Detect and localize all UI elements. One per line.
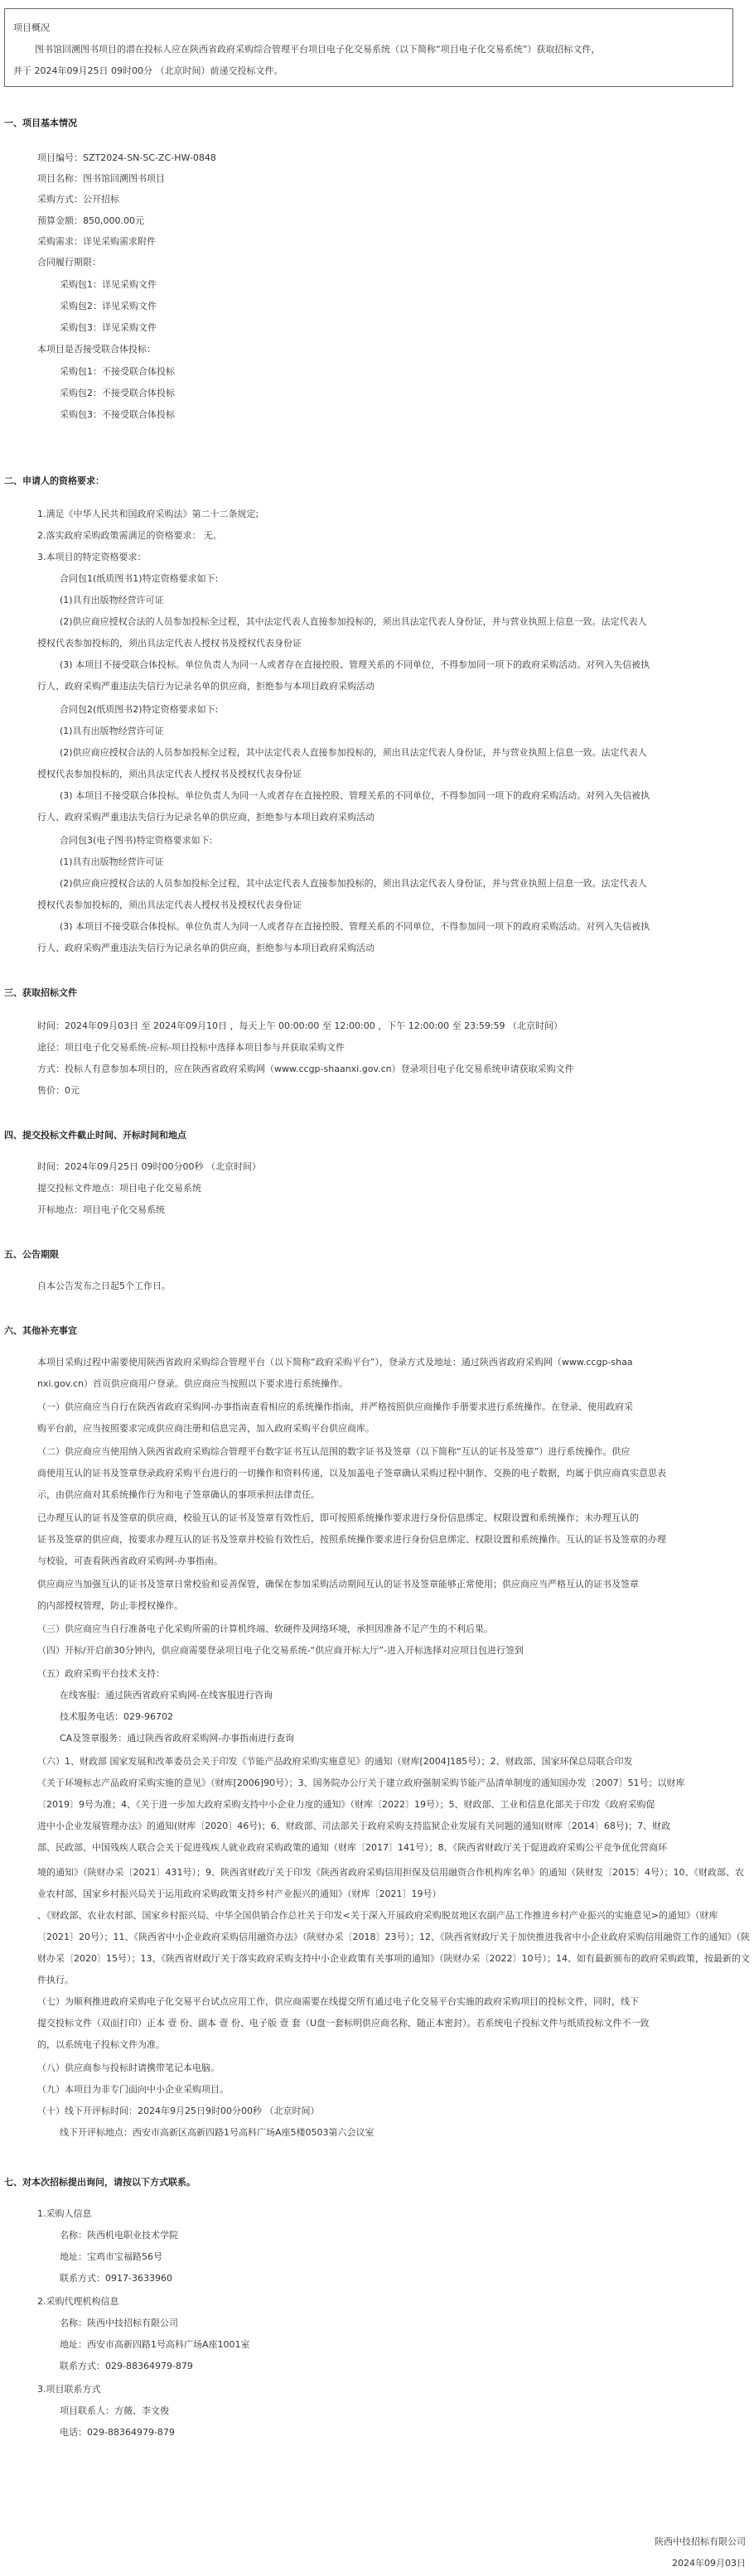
package-2-req-a: (1)具有出版物经营许可证 — [60, 726, 164, 736]
budget-amount: 预算金额：850,000.00元 — [37, 215, 144, 226]
package-1-requirements-heading: 合同包1(纸质图书1)特定资格要求如下: — [60, 573, 219, 584]
item-2-line-2: 商使用互认的证书及签章登录政府采购平台进行的一切操作和资料传递，以及加盖电子签章确认采购过程中制作、交换的电子数据，均属于供应商真实意思表 — [37, 1468, 666, 1479]
consortium-package-1: 采购包1：不接受联合体投标 — [60, 366, 175, 377]
package-1-req-b-cont: 授权代表参加投标的，须出具法定代表人授权书及授权代表身份证 — [37, 638, 302, 649]
project-number: 项目编号：SZT2024-SN-SC-ZC-HW-0848 — [37, 152, 216, 163]
package-3-req-b: (2)供应商应授权合法的人员参加投标全过程，其中法定代表人直接参加投标的，须出具法定代表人身份证，并与营业执照上信息一致。法定代表人 — [60, 878, 647, 889]
section-1-title: 一、项目基本情况 — [4, 118, 77, 128]
item-2-line-7: 供应商应当加强互认的证书及签章日常校验和妥善保管，确保在参加采购活动期间互认的证书及签章能够正常使用；供应商应当严格互认的证书及签章 — [37, 1579, 639, 1589]
item-2-line-5: 证书及签章的供应商，按要求办理互认的证书及签章并校验有效性后，按照系统操作要求进行身份信息绑定、权限设置和系统操作。互认的证书及签章的办理 — [37, 1534, 666, 1545]
agent-info-heading: 2.采购代理机构信息 — [37, 2296, 119, 2307]
deadline-time: 时间：2024年09月25日 09时00分00秒 （北京时间） — [37, 1161, 261, 1172]
project-name: 项目名称：图书馆回溯图书项目 — [37, 173, 165, 184]
package-2-req-b: (2)供应商应授权合法的人员参加投标全过程，其中法定代表人直接参加投标的，须出具法定代表人身份证，并与营业执照上信息一致。法定代表人 — [60, 747, 647, 758]
package-2-req-b-cont: 授权代表参加投标的，须出具法定代表人授权书及授权代表身份证 — [37, 769, 302, 779]
package-3-req-b-cont: 授权代表参加投标的，须出具法定代表人授权书及授权代表身份证 — [37, 900, 302, 910]
section-4-title: 四、提交投标文件截止时间、开标时间和地点 — [4, 1130, 186, 1141]
package-1-req-a: (1)具有出版物经营许可证 — [60, 595, 164, 605]
requirement-1: 1.满足《中华人民共和国政府采购法》第二十二条规定; — [37, 509, 259, 519]
item-1: （一）供应商应当自行在陕西省政府采购网-办事指南查看相应的系统操作指南，并严格按照供应商操作手册要求进行系统操作。在登录、使用政府采 — [37, 1401, 633, 1412]
item-6-line-7: 、《财政部、农业农村部、国家乡村振兴局、中华全国供销合作总社关于印发<关于深入开展政府采购脱贫地区农副产品工作推进乡村产业振兴的实施意见>的通知》（财库〔2021〕20号）；11、《陕西省中小企业政府采购信用融资办法》（陕财办采〔2018〕23号）；12、《陕西省财政厅关于加快推进我省中小企业政府采购信用融资工作的通知》（陕财办采〔2020〕15号）；13、《陕西省财政厅关于落实政府采购支持中小企业政策有关事项的通知》（陕财办采〔2022〕10号）；14、如有最新颁布的政府采购政策，按最新的文件执行。 — [37, 1910, 750, 1985]
item-3: （三）供应商应当自行准备电子化采购所需的计算机终端、软硬件及网络环境，承担因准备不足产生的不利后果。 — [37, 1623, 493, 1634]
item-6-line-5: 部、民政部、中国残疾人联合会关于促进残疾人就业政府采购政策的通知（财库〔2017〕141号）；8、《陕西省财政厅关于促进政府采购公平竞争优化营商环 — [37, 1842, 667, 1853]
item-2-line-8: 的内部授权管理，防止非授权操作。 — [37, 1600, 183, 1611]
package-1-req-b: (2)供应商应授权合法的人员参加投标全过程，其中法定代表人直接参加投标的，须出具法定代表人身份证，并与营业执照上信息一致。法定代表人 — [60, 616, 647, 627]
submission-place: 提交投标文件地点：项目电子化交易系统 — [37, 1183, 201, 1194]
consortium-package-2: 采购包2：不接受联合体投标 — [60, 388, 175, 398]
opening-place: 开标地点：项目电子化交易系统 — [37, 1204, 165, 1215]
item-2: （二）供应商应当使用纳入陕西省政府采购综合管理平台数字证书互认范围的数字证书及签章（以下简称“互认的证书及签章”）进行系统操作。供应 — [37, 1446, 631, 1457]
procurement-demand: 采购需求：详见采购需求附件 — [37, 236, 156, 247]
item-6-line-2: 《关于环境标志产品政府采购实施的意见》（财库[2006]90号）；3、国务院办公厅关于建立政府强制采购节能产品清单制度的通知国办发〔2007〕51号；以财库 — [37, 1778, 685, 1788]
acquire-path: 途径：项目电子化交易系统-应标-项目投标中选择本项目参与并获取采购文件 — [37, 1042, 345, 1053]
overview-line-1: 图书馆回溯图书项目的潜在投标人应在陕西省政府采购综合管理平台项目电子化交易系统（以下简称“项目电子化交易系统”）获取招标文件， — [35, 44, 601, 55]
item-5: （五）政府采购平台技术支持： — [37, 1668, 165, 1679]
agent-phone: 联系方式：029-88364979-879 — [60, 2361, 193, 2371]
signature-date: 2024年09月03日 — [672, 2558, 746, 2569]
package-3-req-c-cont: 行人、政府采购严重违法失信行为记录名单的供应商，拒绝参与本项目政府采购活动 — [37, 943, 375, 953]
package-3-requirements-heading: 合同包3(电子图书)特定资格要求如下: — [60, 835, 213, 846]
package-2-requirements-heading: 合同包2(纸质图书2)特定资格要求如下: — [60, 704, 219, 715]
package-1-req-c: (3) 本项目不接受联合体投标。单位负责人为同一人或者存在直接控股、管理关系的不同单位，不得参加同一项下的政府采购活动。对列入失信被执 — [60, 659, 650, 670]
consortium-package-3: 采购包3：不接受联合体投标 — [60, 409, 175, 420]
item-1-cont: 购平台前，应当按照要求完成供应商注册和信息完善，加入政府采购平台供应商库。 — [37, 1423, 375, 1434]
tech-support-phone: 技术服务电话：029-96702 — [60, 1711, 173, 1722]
requirement-3: 3.本项目的特定资格要求： — [37, 552, 147, 562]
announcement-period: 自本公告发布之日起5个工作日。 — [37, 1281, 171, 1291]
contract-package-3: 采购包3：详见采购文件 — [60, 322, 157, 333]
signature-organization: 陕西中技招标有限公司 — [655, 2536, 746, 2547]
acquire-time: 时间：2024年09月03日 至 2024年09月10日 ，每天上午 00:00:00 至 12:00:00 ，下午 12:00:00 至 23:59:59 （北京时间） — [37, 1020, 563, 1031]
item-2-line-6: 与校验，可查看陕西省政府采购网-办事指南。 — [37, 1556, 223, 1566]
item-7: （七）为顺利推进政府采购电子化交易平台试点应用工作，供应商需要在线提交所有通过电子化交易平台实施的政府采购项目的投标文件，同时，线下 — [37, 1996, 639, 2007]
supplement-intro-cont: nxi.gov.cn）首页供应商用户登录。供应商应当按照以下要求进行系统操作。 — [37, 1378, 348, 1389]
overview-line-2: 并于 2024年09月25日 09时00分 （北京时间）前递交投标文件。 — [13, 65, 283, 76]
buyer-name: 名称：陕西机电职业技术学院 — [60, 2230, 178, 2241]
package-1-req-c-cont: 行人、政府采购严重违法失信行为记录名单的供应商，拒绝参与本项目政府采购活动 — [37, 681, 375, 692]
project-contact-person: 项目联系人：方薇、李文俊 — [60, 2405, 169, 2416]
online-service: 在线客服：通过陕西省政府采购网-在线客服进行咨询 — [60, 1690, 273, 1700]
project-contact-phone: 电话：029-88364979-879 — [60, 2427, 175, 2438]
procurement-method: 采购方式：公开招标 — [37, 194, 119, 205]
contract-package-1: 采购包1：详见采购文件 — [60, 279, 157, 290]
agent-name: 名称：陕西中技招标有限公司 — [60, 2318, 178, 2328]
item-6: （六）1、财政部 国家发展和改革委员会关于印发《节能产品政府采购实施意见》的通知（财库[2004]185号）；2、财政部、国家环保总局联合印发 — [37, 1756, 633, 1767]
item-7-line-3: 的，以系统电子投标文件为准。 — [37, 2039, 165, 2050]
package-2-req-c: (3) 本项目不接受联合体投标。单位负责人为同一人或者存在直接控股、管理关系的不同单位，不得参加同一项下的政府采购活动。对列入失信被执 — [60, 790, 650, 801]
ca-service: CA及签章服务：通过陕西省政府采购网-办事指南进行查询 — [60, 1733, 295, 1744]
consortium-label: 本项目是否接受联合体投标： — [37, 344, 156, 355]
agent-address: 地址：西安市高新四路1号高科广场A座1001室 — [60, 2339, 250, 2350]
contract-period-label: 合同履行期限： — [37, 257, 101, 268]
section-6-title: 六、其他补充事宜 — [4, 1325, 77, 1336]
item-8: （八）供应商参与投标时请携带笔记本电脑。 — [37, 2062, 220, 2073]
package-3-req-a: (1)具有出版物经营许可证 — [60, 856, 164, 867]
section-2-title: 二、申请人的资格要求： — [4, 475, 104, 486]
section-3-title: 三、获取招标文件 — [4, 987, 77, 998]
section-7-title: 七、对本次招标提出询问，请按以下方式联系。 — [4, 2177, 196, 2188]
project-overview-box — [4, 8, 733, 87]
package-3-req-c: (3) 本项目不接受联合体投标。单位负责人为同一人或者存在直接控股、管理关系的不同单位，不得参加同一项下的政府采购活动。对列入失信被执 — [60, 921, 650, 932]
item-2-line-3: 示，由供应商对其系统操作行为和电子签章确认的事项承担法律责任。 — [37, 1489, 320, 1500]
item-6-line-6: 境的通知》（陕财办采〔2021〕431号）；9、陕西省财政厅关于印发《陕西省政府采购信用担保及信用融资合作机构库名单》的通知（陕财发〔2015〕4号）；10、《财政部、农业农村部、国家乡村振兴局关于运用政府采购政策支持乡村产业振兴的通知》（财库〔2021〕19号） — [37, 1867, 744, 1899]
contract-package-2: 采购包2：详见采购文件 — [60, 301, 157, 311]
buyer-address: 地址：宝鸡市宝福路56号 — [60, 2251, 162, 2262]
item-6-line-3: 〔2019〕9号为准；4、《关于进一步加大政府采购支持中小企业力度的通知》（财库〔2022〕19号）；5、财政部、工业和信息化部关于印发《政府采购促 — [37, 1799, 655, 1810]
item-2-line-4: 已办理互认的证书及签章的供应商，校验互认的证书及签章有效性后，即可按照系统操作要求进行身份信息绑定、权限设置和系统操作；未办理互认的 — [37, 1512, 639, 1523]
item-6-line-4: 进中小企业发展管理办法》的通知(财库〔2020〕46号)；6、财政部、司法部关于政府采购支持监狱企业发展有关问题的通知(财库〔2014〕68号)；7、财政 — [37, 1821, 671, 1831]
section-5-title: 五、公告期限 — [4, 1249, 59, 1260]
buyer-phone: 联系方式：0917-3633960 — [60, 2273, 172, 2284]
document-price: 售价：0元 — [37, 1085, 80, 1096]
overview-title: 项目概况 — [13, 22, 50, 33]
package-2-req-c-cont: 行人、政府采购严重违法失信行为记录名单的供应商，拒绝参与本项目政府采购活动 — [37, 812, 375, 822]
item-9: （九）本项目为非专门面向中小企业采购项目。 — [37, 2084, 229, 2095]
item-7-line-2: 提交投标文件（双面打印）正本 壹 份、副本 壹 份、电子版 壹 套（U盘一套标明供应商名称，随正本密封）。若系统电子投标文件与纸质投标文件不一致 — [37, 2018, 650, 2028]
acquire-way: 方式：投标人有意参加本项目的，应在陕西省政府采购网（www.ccgp-shaanxi.gov.cn）登录项目电子化交易系统申请获取采购文件 — [37, 1064, 574, 1074]
item-4: （四）开标/开启前30分钟内，供应商需要登录项目电子化交易系统-“供应商开标大厅”-进入开标选择对应项目包进行签到 — [37, 1645, 524, 1656]
item-10-place: 线下开评标地点：西安市高新区高新四路1号高科广场A座5楼0503第六会议室 — [60, 2127, 375, 2138]
requirement-2: 2.落实政府采购政策需满足的资格要求： 无。 — [37, 530, 222, 541]
buyer-info-heading: 1.采购人信息 — [37, 2208, 92, 2219]
supplement-intro: 本项目采购过程中需要使用陕西省政府采购综合管理平台（以下简称“政府采购平台”），登录方式及地址：通过陕西省政府采购网（www.ccgp-shaa — [37, 1357, 633, 1368]
item-10: （十）线下开评标时间：2024年9月25日9时00分00秒 （北京时间） — [37, 2106, 320, 2116]
project-contact-heading: 3.项目联系方式 — [37, 2384, 101, 2395]
